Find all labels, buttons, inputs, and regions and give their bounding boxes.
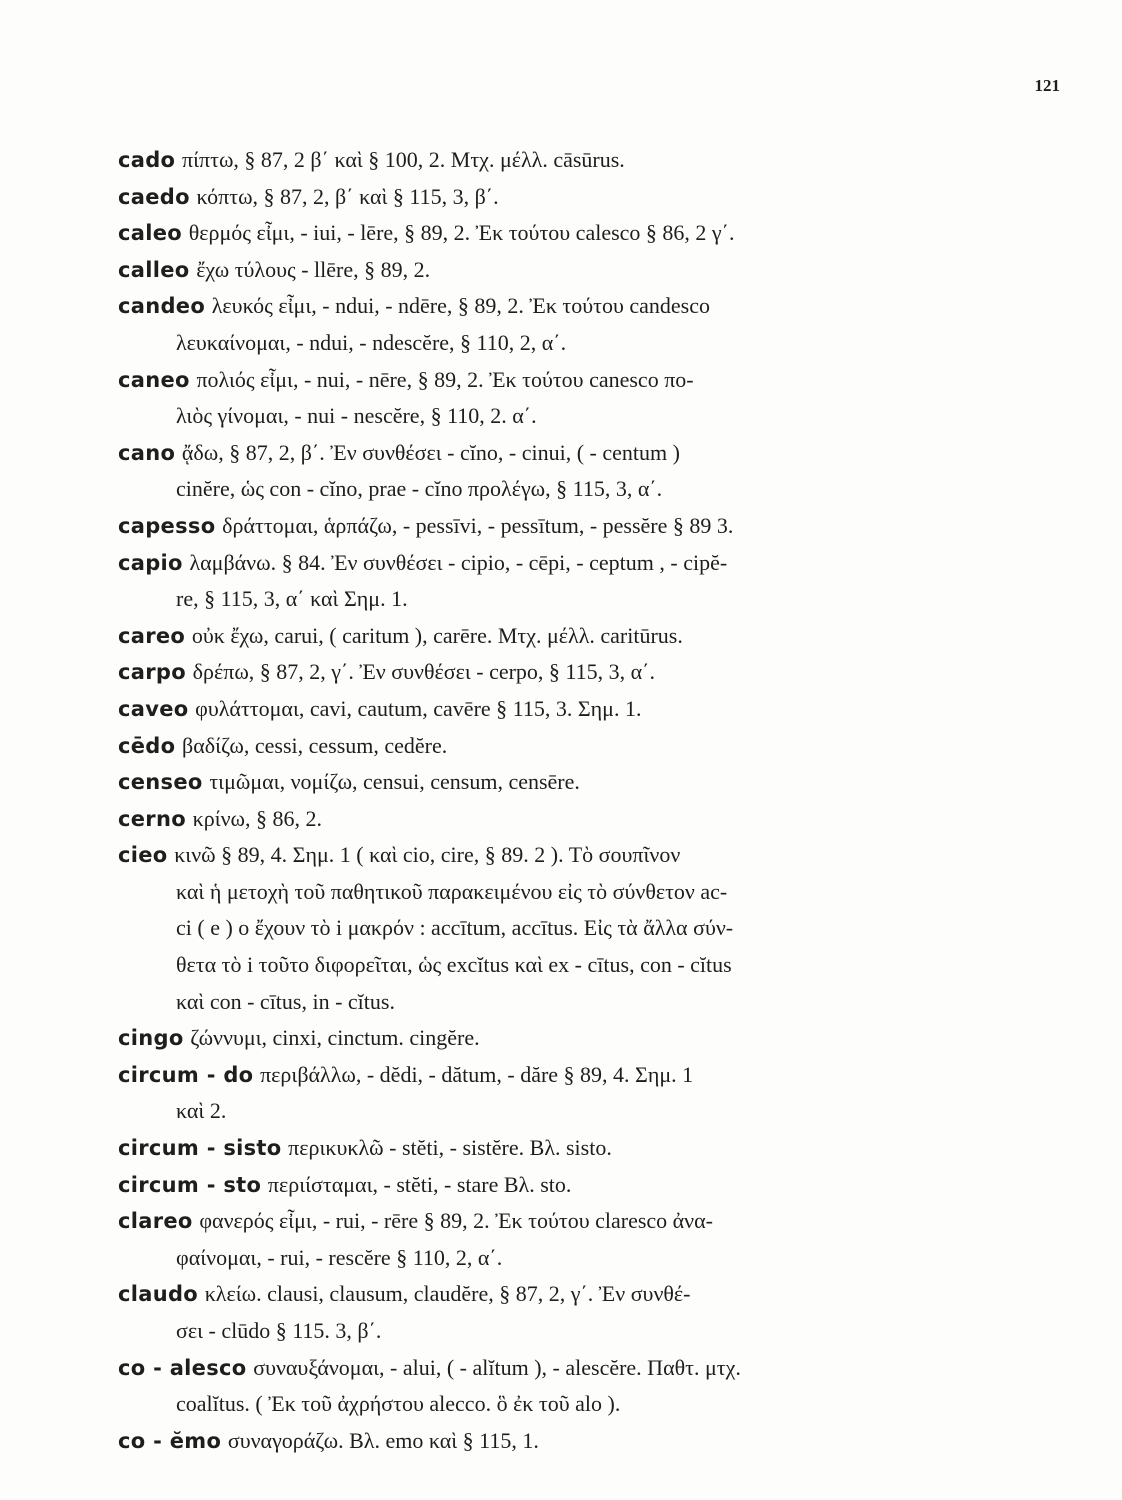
entry-headword: circum - do — [118, 1062, 254, 1087]
entry-text: περιβάλλω, - dĕdi, - dătum, - dăre § 89, 4. Σημ. 1 — [260, 1061, 694, 1087]
entry-first-line — [118, 362, 998, 399]
entry-text: ζώννυμι, cinxi, cinctum. cingĕre. — [190, 1025, 480, 1051]
entry-continuation-line — [118, 398, 998, 435]
entry-text: συναγοράζω. Βλ. emo καὶ § 115, 1. — [227, 1427, 539, 1453]
dictionary-entry — [118, 1350, 998, 1423]
entry-headword: cingo — [118, 1026, 184, 1051]
entry-first-line — [118, 801, 998, 838]
entry-text: ᾄδω, § 87, 2, β΄. Ἐν συνθέσει - cĭno, - cinui, ( - centum ) — [181, 439, 680, 465]
entry-first-line — [118, 252, 998, 289]
entry-first-line — [118, 142, 998, 179]
entry-continuation-line — [118, 1093, 998, 1130]
entry-text: τιμῶμαι, νομίζω, censui, censum, censēre. — [209, 769, 580, 795]
dictionary-entry — [118, 837, 998, 1020]
entry-text: πολιός εἶμι, - nui, - nēre, § 89, 2. Ἐκ τούτου canesco πο- — [196, 366, 694, 392]
entry-headword: cēdo — [118, 733, 176, 758]
dictionary-entry — [118, 545, 998, 618]
dictionary-entry — [118, 179, 998, 216]
entry-text: δράττομαι, ἁρπάζω, - pessīvi, - pessītum, - pessĕre § 89 3. — [222, 512, 734, 538]
entry-headword: calleo — [118, 257, 190, 282]
entry-continuation-line — [118, 1386, 998, 1423]
entry-text: καὶ con - cītus, in - cĭtus. — [176, 988, 395, 1014]
entry-headword: claudo — [118, 1282, 199, 1307]
entry-first-line — [118, 1276, 998, 1313]
entry-first-line — [118, 215, 998, 252]
entry-text: φανερός εἶμι, - rui, - rēre § 89, 2. Ἐκ τούτου claresco ἀνα- — [199, 1208, 713, 1234]
entry-text: φυλάττομαι, cavi, cautum, cavēre § 115, 3. Σημ. 1. — [195, 695, 642, 721]
dictionary-entry — [118, 1130, 998, 1167]
entry-text: θετα τὸ i τοῦτο διφορεῖται, ὡς excĭtus καὶ ex - cītus, con - cĭtus — [176, 952, 732, 978]
entry-first-line — [118, 179, 998, 216]
entry-first-line — [118, 1203, 998, 1240]
dictionary-entry — [118, 1057, 998, 1130]
entry-text: κόπτω, § 87, 2, β΄ καὶ § 115, 3, β΄. — [196, 183, 499, 209]
entry-headword: caneo — [118, 367, 190, 392]
entry-first-line — [118, 435, 998, 472]
entry-first-line — [118, 618, 998, 655]
entry-headword: caleo — [118, 221, 182, 246]
dictionary-entries — [118, 142, 998, 1459]
entry-first-line — [118, 1350, 998, 1387]
entry-first-line — [118, 1167, 998, 1204]
dictionary-entry — [118, 691, 998, 728]
entry-headword: candeo — [118, 294, 206, 319]
entry-continuation-line — [118, 1313, 998, 1350]
entry-headword: cieo — [118, 843, 168, 868]
entry-text: φαίνομαι, - rui, - rescĕre § 110, 2, α΄. — [176, 1244, 503, 1270]
entry-text: λαμβάνω. § 84. Ἐν συνθέσει - cipio, - cēpi, - ceptum , - cipĕ- — [189, 549, 728, 575]
entry-text: κινῶ § 89, 4. Σημ. 1 ( καὶ cio, cire, § 89. 2 ). Τὸ σουπῖνον — [174, 842, 681, 868]
entry-text: σει - clūdo § 115. 3, β΄. — [176, 1318, 382, 1343]
entry-first-line — [118, 508, 998, 545]
entry-text: cinĕre, ὡς con - cĭno, prae - cĭno προλέγω, § 115, 3, α΄. — [176, 476, 663, 502]
dictionary-entry — [118, 362, 998, 435]
dictionary-entry — [118, 801, 998, 838]
entry-headword: clareo — [118, 1209, 193, 1234]
dictionary-entry — [118, 764, 998, 801]
entry-text: καὶ ἡ μετοχὴ τοῦ παθητικοῦ παρακειμένου εἰς τὸ σύνθετον ac- — [176, 878, 728, 904]
dictionary-entry — [118, 618, 998, 655]
entry-text: ci ( e ) ο ἔχουν τὸ i μακρόν : accītum, accītus. Εἰς τὰ ἄλλα σύν- — [176, 915, 734, 941]
entry-text: πίπτω, § 87, 2 β΄ καὶ § 100, 2. Μτχ. μέλλ. cāsūrus. — [181, 147, 625, 172]
entry-first-line — [118, 654, 998, 691]
entry-text: κλείω. clausi, clausum, claudĕre, § 87, 2, γ΄. Ἐν συνθέ- — [204, 1281, 691, 1307]
entry-headword: caedo — [118, 184, 190, 209]
entry-first-line — [118, 1057, 998, 1094]
entry-headword: cado — [118, 148, 176, 172]
entry-text: re, § 115, 3, α΄ καὶ Σημ. 1. — [176, 586, 408, 612]
dictionary-entry — [118, 1167, 998, 1204]
entry-first-line — [118, 1020, 998, 1057]
entry-text: λευκός εἶμι, - ndui, - ndēre, § 89, 2. Ἐκ τούτου candesco — [211, 293, 710, 319]
entry-headword: cano — [118, 440, 176, 465]
dictionary-entry — [118, 252, 998, 289]
entry-headword: carpo — [118, 660, 186, 685]
dictionary-entry — [118, 1020, 998, 1057]
entry-first-line — [118, 728, 998, 765]
entry-continuation-line — [118, 581, 998, 618]
entry-headword: co - alesco — [118, 1355, 247, 1380]
dictionary-entry — [118, 1276, 998, 1349]
dictionary-entry — [118, 142, 998, 179]
entry-headword: careo — [118, 623, 186, 648]
entry-headword: circum - sto — [118, 1172, 262, 1197]
entry-headword: caveo — [118, 696, 189, 721]
entry-text: λιὸς γίνομαι, - nui - nescĕre, § 110, 2. α΄. — [176, 403, 537, 429]
entry-text: θερμός εἶμι, - iui, - lēre, § 89, 2. Ἐκ τούτου calesco § 86, 2 γ΄. — [188, 220, 735, 246]
dictionary-entry — [118, 288, 998, 361]
entry-continuation-line — [118, 910, 998, 947]
dictionary-entry — [118, 728, 998, 765]
entry-text: κρίνω, § 86, 2. — [192, 805, 323, 831]
dictionary-entry — [118, 1423, 998, 1460]
entry-first-line — [118, 1423, 998, 1460]
entry-continuation-line — [118, 947, 998, 984]
dictionary-entry — [118, 215, 998, 252]
dictionary-entry — [118, 435, 998, 508]
entry-continuation-line — [118, 984, 998, 1021]
entry-text: δρέπω, § 87, 2, γ΄. Ἐν συνθέσει - cerpo, § 115, 3, α΄. — [192, 659, 655, 685]
entry-text: οὐκ ἔχω, carui, ( caritum ), carēre. Μτχ. μέλλ. caritūrus. — [191, 622, 683, 648]
entry-headword: co - ĕmo — [118, 1428, 222, 1453]
entry-text: λευκαίνομαι, - ndui, - ndescĕre, § 110, 2, α΄. — [176, 329, 567, 355]
entry-text: καὶ 2. — [176, 1098, 227, 1124]
entry-text: περικυκλῶ - stĕti, - sistĕre. Βλ. sisto. — [288, 1135, 612, 1161]
entry-headword: capio — [118, 550, 183, 575]
dictionary-entry — [118, 1203, 998, 1276]
entry-headword: cerno — [118, 806, 186, 831]
entry-first-line — [118, 764, 998, 801]
entry-headword: capesso — [118, 513, 216, 538]
entry-headword: circum - sisto — [118, 1136, 282, 1161]
dictionary-entry — [118, 654, 998, 691]
entry-text: συναυξάνομαι, - alui, ( - alĭtum ), - alescĕre. Παθτ. μτχ. — [253, 1354, 741, 1380]
entry-continuation-line — [118, 471, 998, 508]
entry-first-line — [118, 545, 998, 582]
entry-continuation-line — [118, 874, 998, 911]
entry-text: coalĭtus. ( Ἐκ τοῦ ἀχρήστου alecco. ὃ ἐκ τοῦ alo ). — [176, 1391, 621, 1417]
entry-continuation-line — [118, 325, 998, 362]
entry-text: ἔχω τύλους - llēre, § 89, 2. — [196, 256, 431, 282]
entry-headword: censeo — [118, 770, 203, 795]
entry-first-line — [118, 1130, 998, 1167]
entry-first-line — [118, 288, 998, 325]
dictionary-entry — [118, 508, 998, 545]
page-number: 121 — [1034, 76, 1060, 95]
entry-text: περιίσταμαι, - stĕti, - stare Βλ. sto. — [267, 1171, 572, 1197]
entry-first-line — [118, 691, 998, 728]
entry-text: βαδίζω, cessi, cessum, cedĕre. — [182, 732, 448, 758]
entry-first-line — [118, 837, 998, 874]
entry-continuation-line — [118, 1240, 998, 1277]
